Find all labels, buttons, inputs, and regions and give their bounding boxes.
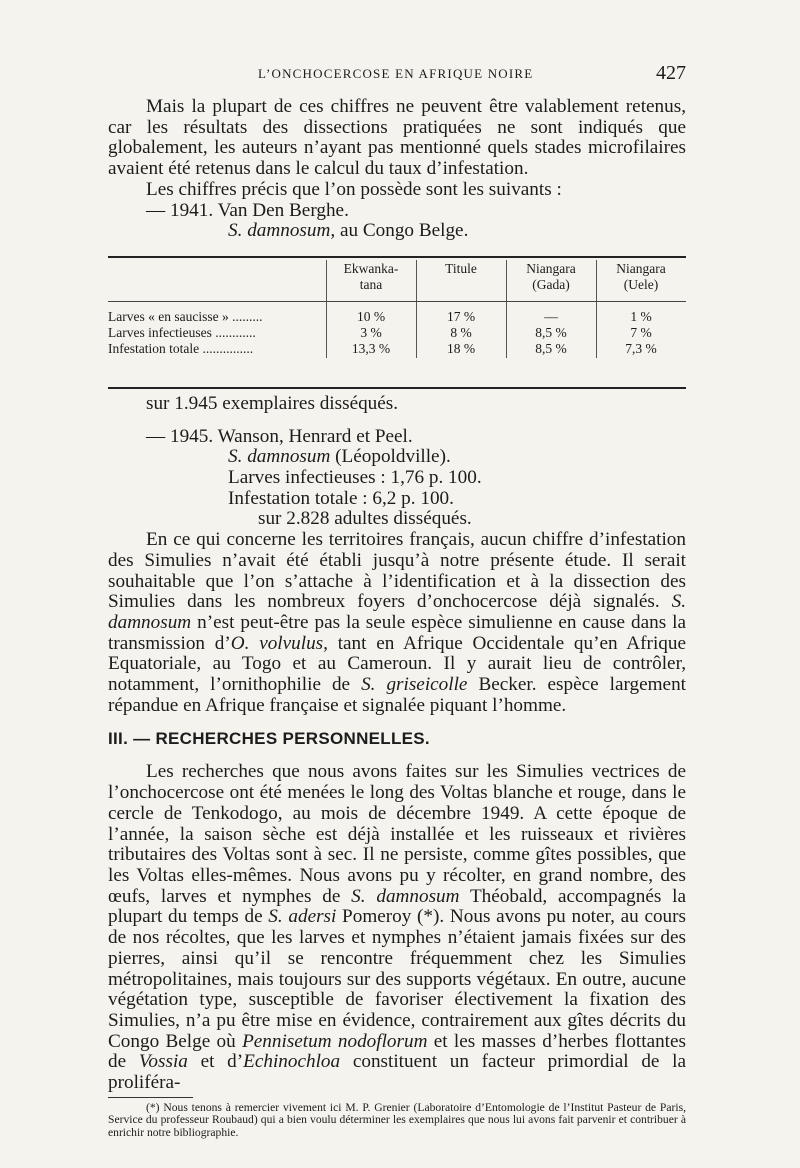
column-header-titule: Titule bbox=[445, 260, 477, 276]
table-cell: 7,3 % bbox=[625, 340, 657, 356]
table-cell: 13,3 % bbox=[351, 340, 391, 356]
sample-size-1941: sur 1.945 exemplaires disséqués. bbox=[146, 392, 399, 414]
species-name: S. damnosum, bbox=[228, 220, 336, 242]
page-body bbox=[108, 97, 686, 1139]
table-top-rule bbox=[108, 256, 686, 258]
reference-place: (Léopoldville). bbox=[330, 446, 451, 468]
species-name: Echinochloa bbox=[243, 1051, 341, 1073]
table-row-label: Infestation totale ............... bbox=[108, 340, 254, 356]
species-name: S. griseicolle bbox=[361, 674, 468, 696]
table-cell: 8 % bbox=[450, 324, 472, 340]
table-cell: 17 % bbox=[446, 308, 476, 324]
footnote-rule bbox=[108, 1097, 193, 1098]
table-row-label: Larves « en saucisse » ......... bbox=[108, 308, 263, 324]
table-cell: 18 % bbox=[446, 340, 476, 356]
table-cell: 8,5 % bbox=[535, 340, 567, 356]
infective-larvae-1945: Larves infectieuses : 1,76 p. 100. bbox=[228, 467, 482, 489]
column-header-niangara-gada: Niangara (Gada) bbox=[526, 260, 576, 292]
species-name: Pennisetum nodoflorum bbox=[242, 1030, 428, 1052]
species-name: S. damnosum bbox=[228, 446, 331, 468]
table-bottom-rule bbox=[108, 387, 686, 389]
species-name: S. damnosum bbox=[351, 885, 460, 907]
paragraph-intro: Mais la plupart de ces chiffres ne peuvent être valablement retenus, car les résultats des dissections pratiquées ne sont indiqués que globalement, les auteurs n’ayant pas mentionné quels stades microfilaires avaient été retenus dans le calcul du taux d’infestation. bbox=[108, 96, 686, 180]
reference-1945-species bbox=[108, 447, 686, 468]
reference-1945: — 1945. Wanson, Henrard et Peel. bbox=[146, 425, 413, 447]
table-header-rule bbox=[108, 301, 686, 302]
page-header bbox=[108, 62, 686, 86]
table-row-label: Larves infectieuses ............ bbox=[108, 324, 256, 340]
reference-place: au Congo Belge. bbox=[335, 220, 469, 242]
column-header-ekwankatana: Ekwanka- tana bbox=[343, 260, 399, 292]
reference-1941-species bbox=[108, 221, 686, 242]
page-number: 427 bbox=[656, 62, 686, 84]
sample-size-1945: sur 2.828 adultes disséqués. bbox=[258, 508, 472, 530]
paragraph-figures: Les chiffres précis que l’on possède sont les suivants : bbox=[146, 178, 562, 200]
dissection-table bbox=[108, 256, 686, 394]
reference-1941: — 1941. Van Den Berghe. bbox=[146, 199, 349, 221]
table-cell: 3 % bbox=[360, 324, 382, 340]
running-title: L’ONCHOCERCOSE EN AFRIQUE NOIRE bbox=[258, 66, 534, 81]
total-infestation-1945: Infestation totale : 6,2 p. 100. bbox=[228, 487, 454, 509]
column-header-niangara-uele: Niangara (Uele) bbox=[616, 260, 666, 292]
species-name: O. volvulus, bbox=[230, 632, 328, 654]
footnote: (*) Nous tenons à remercier vivement ici M. P. Grenier (Laboratoire d’Entomologie de l’Institut Pasteur de Paris, Service du professeur Roubaud) qui a bien voulu déterminer les exemplaires que nous lui avons fait parvenir et contribuer à enrichir notre bibliographie. bbox=[108, 1100, 686, 1139]
table-cell: 7 % bbox=[630, 324, 652, 340]
table-cell: 1 % bbox=[630, 308, 652, 324]
table-cell: 8,5 % bbox=[535, 324, 567, 340]
species-name: S. adersi bbox=[268, 906, 337, 928]
paragraph-french-territories: En ce qui concerne les territoires français, aucun chiffre d’infestation des Simulies n’avait été établi jusqu’à notre présente étude. Il serait souhaitable que l’on s’attache à l’identification et à la dissection des Simulies dans les nombreux foyers d’onchocercose déjà signalés. S. damnosum n’est peut-être pas la seule espèce simulienne en cause dans la transmission d’O. volvulus, tant en Afrique Occidentale qu’en Afrique Equatoriale, au Togo et au Cameroun. Il y aurait lieu de contrôler, notamment, l’ornithophilie de S. griseicolle Becker. espèce largement répandue en Afrique française et signalée piquant l’homme. bbox=[108, 529, 686, 716]
species-name: S. damnosum bbox=[108, 591, 686, 633]
species-name: Vossia bbox=[138, 1051, 188, 1073]
table-cell: — bbox=[544, 308, 558, 324]
table-cell: 10 % bbox=[356, 308, 386, 324]
section-heading: III. — RECHERCHES PERSONNELLES. bbox=[108, 729, 430, 749]
paragraph-personal-research: Les recherches que nous avons faites sur les Simulies vectrices de l’onchocercose ont été menées le long des Voltas blanche et rouge, dans le cercle de Tenkodogo, au mois de décembre 1949. A cette époque de l’année, la saison sèche est déjà installée et les ruisseaux et rivières tributaires des Voltas sont à sec. Il ne persiste, comme gîtes possibles, que les Voltas elles-mêmes. Nous avons pu y récolter, en grand nombre, des œufs, larves et nymphes de S. damnosum Théobald, accompagnés la plupart du temps de S. adersi Pomeroy (*). Nous avons pu noter, au cours de nos récoltes, que les larves et nymphes n’étaient jamais fixées sur des pierres, ainsi qu’il se rencontre fréquemment chez les Simulies métropolitaines, mais toujours sur des supports végétaux. En outre, aucune végétation type, susceptible de favoriser électivement la fixation des Simulies, n’a pu être mise en évidence, contrairement aux gîtes décrits du Congo Belge où Pennisetum nodoflorum et les masses d’herbes flottantes de Vossia et d’Echinochloa constituent un facteur primordial de la proliféra- bbox=[108, 761, 687, 1094]
